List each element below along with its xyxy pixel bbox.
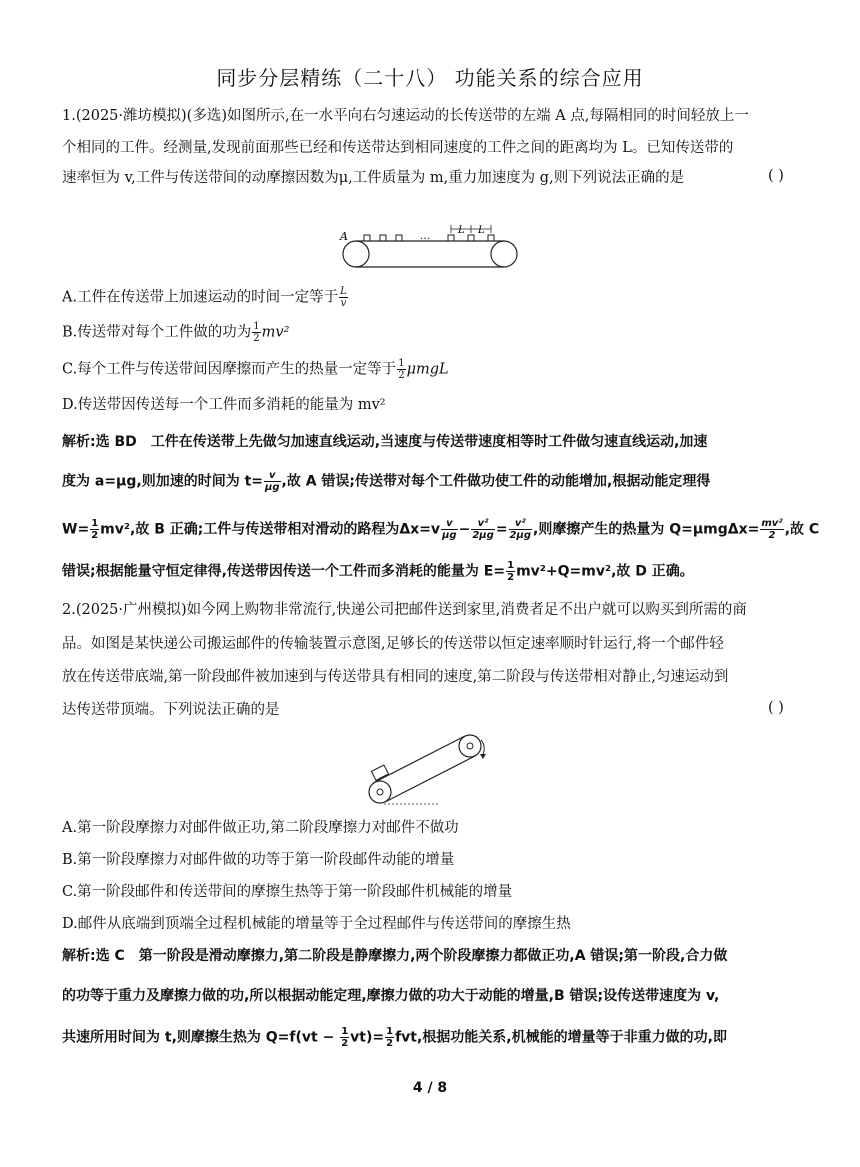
- q2-answer-paren: ( ): [768, 700, 784, 716]
- top-pulley: [459, 735, 481, 757]
- q2-inclined-conveyor-figure: [360, 728, 500, 810]
- workpiece-3: [396, 235, 402, 241]
- page-number: 4 / 8: [412, 1080, 448, 1096]
- q1-solution-line-1: 解析:选 BD 工件在传送带上先做匀加速直线运动,当速度与传送带速度相等时工件做匀速直线运动,加速: [62, 434, 708, 450]
- workpiece-4: [448, 235, 454, 241]
- q1-solution-line-3: W= $\frac{1}{2}$ mv²,故 B 正确;工件与传送带相对滑动的路程为Δx=v $\frac{v}{\mu g}$ − $\frac{\text{v²}}{2\mu g}$ = $\frac{\text{v²}}{2\mu g}$ ,则摩擦产生的热量为 Q=μmgΔx= $\frac{\text{mv²}}{2}$ ,故 C: [62, 518, 820, 541]
- q2-option-d: D.邮件从底端到顶端全过程机械能的增量等于全过程邮件与传送带间的摩擦生热: [62, 916, 571, 932]
- q1-solution-line-4: 错误;根据能量守恒定律得,传送带因传送一个工件而多消耗的能量为 E= $\frac{1}{2}$ mv²+Q=mv²,故 D 正确。: [62, 560, 694, 583]
- q1-stem-line-1: 1.(2025·潍坊模拟)(多选)如图所示,在一水平向右匀速运动的长传送带的左端 A 点,每隔相同的时间轻放上一: [62, 108, 749, 124]
- workpiece-5: [468, 235, 474, 241]
- parcel: [371, 765, 388, 780]
- q1-stem-line-3: 速率恒为 v,工件与传送带间的动摩擦因数为μ,工件质量为 m,重力加速度为 g,则下列说法正确的是: [62, 170, 685, 186]
- q1-conveyor-figure: [330, 222, 530, 274]
- distance-label-1: L: [458, 225, 465, 236]
- q2-solution-line-2: 的功等于重力及摩擦力做的功,所以根据动能定理,摩擦力做的功大于动能的增量,B 错误;设传送带速度为 v,: [62, 988, 720, 1004]
- q2-solution-line-1: 解析:选 C 第一阶段是滑动摩擦力,第二阶段是静摩擦力,两个阶段摩擦力都做正功,A 错误;第一阶段,合力做: [62, 948, 728, 964]
- dots-label: …: [420, 231, 430, 242]
- q2-option-c: C.第一阶段邮件和传送带间的摩擦生热等于第一阶段邮件机械能的增量: [62, 884, 513, 900]
- q2-stem-line-2: 品。如图是某快递公司搬运邮件的传输装置示意图,足够长的传送带以恒定速率顺时针运行,将一个邮件轻: [62, 636, 724, 652]
- q2-stem-line-3: 放在传送带底端,第一阶段邮件被加速到与传送带具有相同的速度,第二阶段与传送带相对静止,匀速运动到: [62, 669, 729, 685]
- q1-solution-line-2: 度为 a=μg,则加速的时间为 t= $\frac{v}{\mu g}$ ,故 A 错误;传送带对每个工件做功使工件的动能增加,根据动能定理得: [62, 470, 711, 493]
- q1-stem-line-2: 个相同的工件。经测量,发现前面那些已经和传送带达到相同速度的工件之间的距离均为 L。已知传送带的: [62, 140, 734, 156]
- workpiece-1: [364, 235, 370, 241]
- workpiece-6: [488, 235, 494, 241]
- bottom-pulley: [369, 781, 391, 803]
- q2-stem-line-4: 达传送带顶端。下列说法正确的是: [62, 702, 280, 718]
- q1-option-b: B.传送带对每个工件做的功为 $\frac{1}{2}$ mv²: [62, 321, 290, 344]
- q1-option-a: A.工件在传送带上加速运动的时间一定等于 $\frac{L}{v}$: [62, 286, 347, 309]
- page-title: 同步分层精练（二十八） 功能关系的综合应用: [216, 66, 644, 90]
- right-pulley: [491, 241, 517, 267]
- distance-label-2: L: [478, 225, 485, 236]
- q2-stem-line-1: 2.(2025·广州模拟)如今网上购物非常流行,快递公司把邮件送到家里,消费者足不出户就可以购买到所需的商: [62, 602, 747, 618]
- q2-option-a: A.第一阶段摩擦力对邮件做正功,第二阶段摩擦力对邮件不做功: [62, 820, 459, 836]
- q1-option-c: C.每个工件与传送带间因摩擦而产生的热量一定等于 $\frac{1}{2}$ μmgL: [62, 358, 449, 381]
- q2-option-b: B.第一阶段摩擦力对邮件做的功等于第一阶段邮件动能的增量: [62, 852, 455, 868]
- point-a-label: A: [340, 230, 348, 243]
- belt-upper: [375, 736, 465, 782]
- belt-lower: [385, 756, 475, 802]
- workpiece-2: [380, 235, 386, 241]
- q2-solution-line-3: 共速所用时间为 t,则摩擦生热为 Q=f(vt − $\frac{1}{2}$ vt)= $\frac{1}{2}$ fvt,根据功能关系,机械能的增量等于非重力做的功,即: [62, 1026, 727, 1049]
- left-pulley: [343, 241, 369, 267]
- q1-answer-paren: ( ): [768, 168, 784, 184]
- q1-option-d: D.传送带因传送每一个工件而多消耗的能量为 mv²: [62, 397, 386, 413]
